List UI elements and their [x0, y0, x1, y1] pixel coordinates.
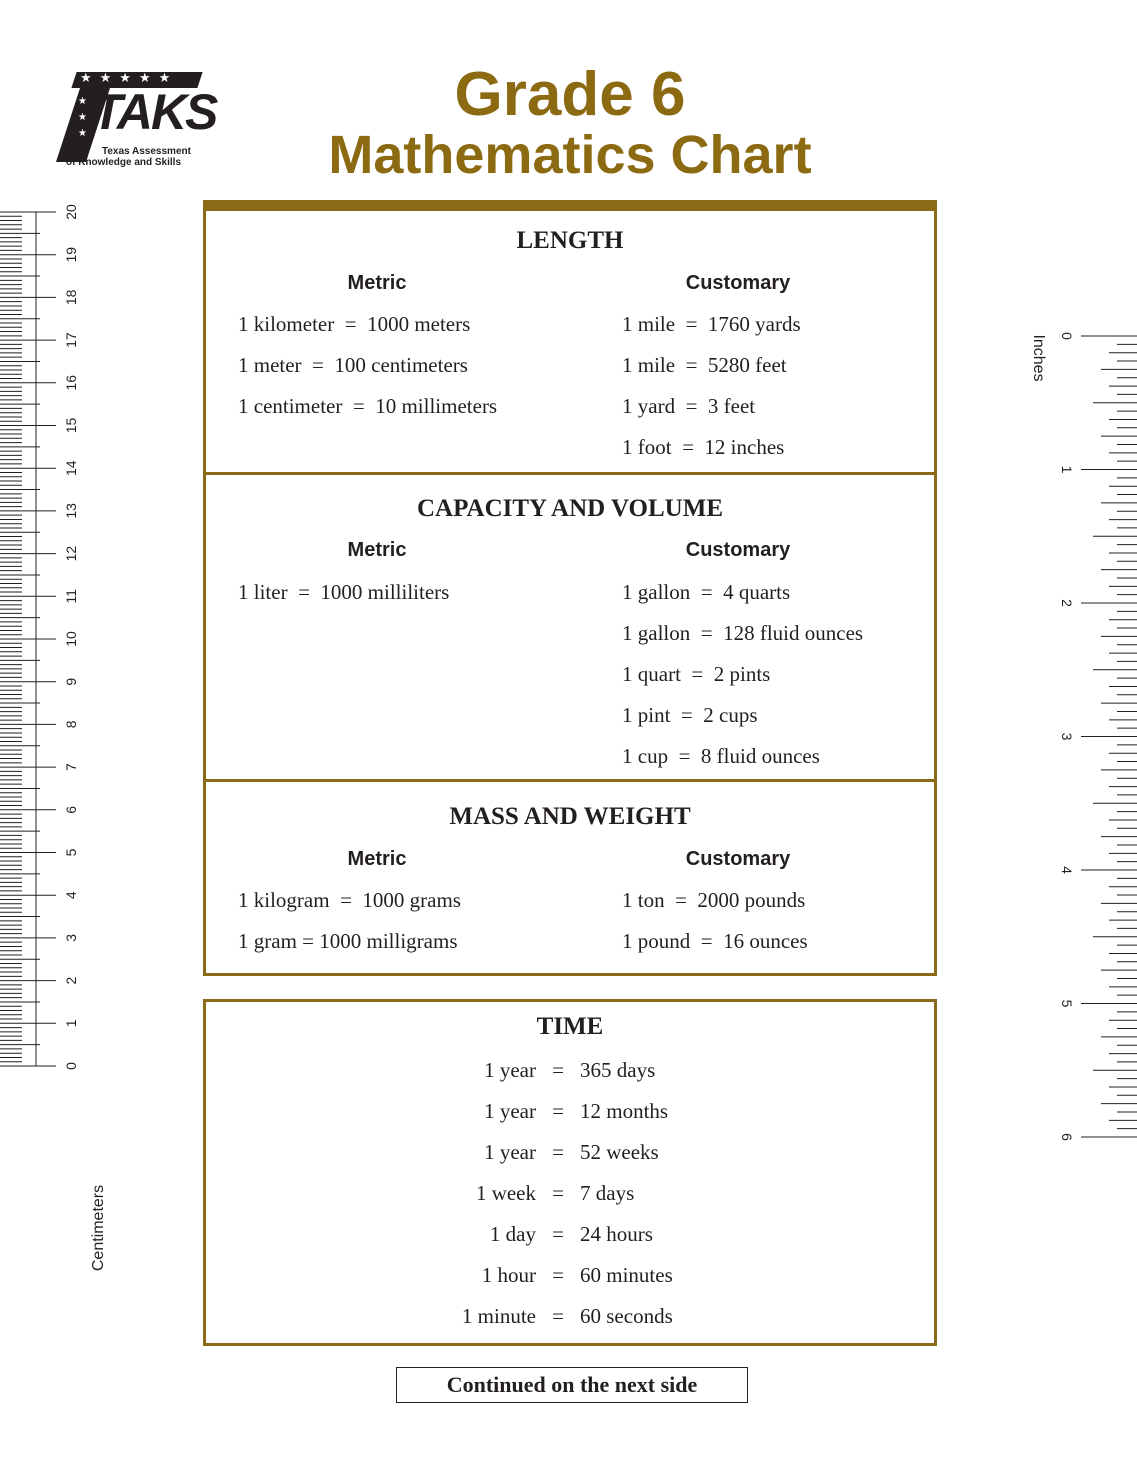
cm-tick-label: 20 [63, 204, 79, 220]
length-customary-row: 1 mile = 5280 feet [622, 353, 787, 377]
length-metric-row: 1 kilometer = 1000 meters [238, 312, 471, 336]
cm-tick-label: 7 [63, 763, 79, 771]
cm-tick-label: 11 [63, 589, 79, 604]
cm-tick-label: 10 [63, 631, 79, 647]
mass-customary-row: 1 pound = 16 ounces [622, 929, 808, 953]
page-title-chart: Mathematics Chart [328, 125, 812, 185]
capacity-customary-row: 1 gallon = 4 quarts [622, 580, 791, 604]
logo-tagline-1: Texas Assessment [102, 146, 191, 157]
time-row-left: 1 day [489, 1222, 536, 1246]
time-row-left: 1 week [475, 1181, 536, 1205]
cm-tick-label: 16 [63, 375, 79, 391]
inch-ruler [1020, 320, 1137, 1150]
time-row-left: 1 year [484, 1099, 536, 1123]
section-heading-length: LENGTH [516, 227, 624, 254]
time-row-equals: = [552, 1304, 564, 1328]
length-customary-row: 1 mile = 1760 yards [622, 312, 801, 336]
capacity-customary-row: 1 pint = 2 cups [622, 703, 758, 727]
cm-tick-label: 14 [63, 460, 79, 476]
inch-ruler-labels [1059, 332, 1075, 1141]
cm-tick-label: 2 [63, 976, 79, 985]
cm-tick-label: 13 [63, 503, 79, 519]
cm-tick-label: 8 [63, 720, 79, 729]
taks-logo [66, 70, 217, 170]
inch-ruler-ticks [1081, 336, 1137, 1137]
inch-ruler-title: Inches [1030, 334, 1047, 382]
section-heading-time: TIME [536, 1013, 604, 1040]
section-heading-capacity: CAPACITY AND VOLUME [417, 495, 723, 522]
time-row-right: 60 minutes [580, 1263, 673, 1287]
time-row-equals: = [552, 1263, 564, 1287]
length-metric-heading: Metric [347, 272, 407, 294]
inch-tick-label: 4 [1059, 866, 1075, 874]
capacity-customary-row: 1 gallon = 128 fluid ounces [622, 621, 864, 645]
inch-tick-label: 3 [1059, 732, 1075, 741]
time-row-right: 60 seconds [580, 1304, 673, 1328]
capacity-metric-row: 1 liter = 1000 milliliters [238, 580, 450, 604]
time-row-left: 1 year [484, 1058, 536, 1082]
capacity-customary-heading: Customary [685, 539, 791, 561]
capacity-customary-row: 1 quart = 2 pints [622, 662, 771, 686]
logo-wordmark: TAKS [92, 84, 217, 140]
mass-customary-row: 1 ton = 2000 pounds [622, 888, 806, 912]
mass-customary-heading: Customary [685, 848, 791, 870]
capacity-metric-heading: Metric [347, 539, 407, 561]
inch-tick-label: 2 [1059, 599, 1075, 607]
cm-tick-label: 15 [63, 417, 79, 434]
capacity-customary-row: 1 cup = 8 fluid ounces [622, 744, 820, 768]
time-row-left: 1 year [484, 1140, 536, 1164]
cm-tick-label: 6 [63, 805, 79, 814]
time-row-right: 52 weeks [580, 1140, 659, 1164]
logo-tagline-2: of Knowledge and Skills [66, 157, 182, 168]
divider-capacity-mass [203, 779, 937, 782]
length-customary-row: 1 foot = 12 inches [622, 435, 785, 459]
mass-metric-heading: Metric [347, 848, 407, 870]
length-customary-row: 1 yard = 3 feet [622, 394, 756, 418]
section-heading-mass: MASS AND WEIGHT [449, 803, 691, 830]
time-row-left: 1 minute [461, 1304, 536, 1328]
time-row-right: 365 days [580, 1058, 656, 1082]
length-metric-row: 1 centimeter = 10 millimeters [238, 394, 498, 418]
cm-tick-label: 9 [63, 677, 79, 686]
logo-stars: ★★★★★ [80, 71, 179, 86]
cm-tick-label: 3 [63, 934, 79, 942]
time-row-equals: = [552, 1181, 564, 1205]
inch-tick-label: 0 [1059, 332, 1075, 340]
inch-tick-label: 1 [1059, 465, 1075, 474]
time-row-right: 24 hours [580, 1222, 653, 1246]
centimeter-ruler-labels [63, 204, 79, 1070]
mass-metric-row: 1 gram = 1000 milligrams [238, 929, 458, 953]
length-customary-heading: Customary [685, 272, 791, 294]
cm-tick-label: 5 [63, 848, 79, 857]
logo-t-stars: ★ ★ ★ [78, 96, 87, 139]
time-row-equals: = [552, 1099, 564, 1123]
time-frame [203, 999, 937, 1346]
time-row-equals: = [552, 1058, 564, 1082]
time-row-equals: = [552, 1222, 564, 1246]
inch-tick-label: 5 [1059, 999, 1075, 1008]
time-row-equals: = [552, 1140, 564, 1164]
centimeter-ruler-ticks [0, 212, 56, 1066]
length-metric-row: 1 meter = 100 centimeters [238, 353, 468, 377]
centimeter-ruler-title: Centimeters [90, 1184, 107, 1272]
cm-tick-label: 18 [63, 289, 79, 306]
time-row-right: 7 days [580, 1181, 635, 1205]
cm-tick-label: 12 [63, 545, 79, 562]
cm-tick-label: 17 [63, 332, 79, 348]
mass-metric-row: 1 kilogram = 1000 grams [238, 888, 461, 912]
inch-tick-label: 6 [1059, 1133, 1075, 1141]
time-row-right: 12 months [580, 1099, 669, 1123]
cm-tick-label: 0 [63, 1062, 79, 1070]
cm-tick-label: 4 [63, 891, 79, 900]
centimeter-ruler [0, 200, 110, 1280]
cm-tick-label: 19 [63, 246, 79, 263]
page-title-grade: Grade 6 [454, 60, 686, 129]
continued-note: Continued on the next side [396, 1367, 748, 1403]
divider-length-capacity [203, 472, 937, 475]
time-row-left: 1 hour [481, 1263, 536, 1287]
cm-tick-label: 1 [63, 1019, 79, 1028]
